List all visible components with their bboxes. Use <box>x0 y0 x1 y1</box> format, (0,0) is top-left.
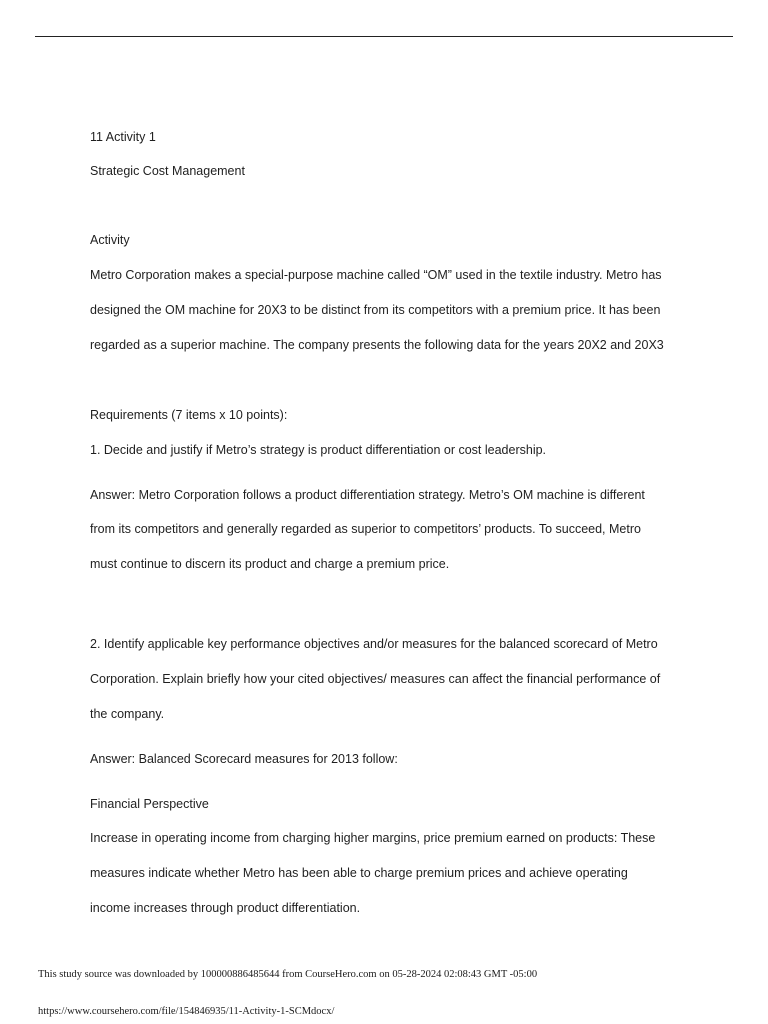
requirements-heading: Requirements (7 items x 10 points): <box>90 408 288 422</box>
financial-perspective-line: Increase in operating income from charging higher margins, price premium earned on products: These <box>90 831 656 845</box>
top-divider <box>35 36 733 37</box>
question-2-line: Corporation. Explain briefly how your cited objectives/ measures can affect the financial performance of <box>90 672 661 686</box>
answer-1-line: from its competitors and generally regarded as superior to competitors’ products. To succeed, Metro <box>90 522 641 536</box>
download-source-note: This study source was downloaded by 100000886485644 from CourseHero.com on 05-28-2024 02:08:43 GMT -05:00 <box>38 969 538 980</box>
answer-1-line: Answer: Metro Corporation follows a product differentiation strategy. Metro’s OM machine is different <box>90 488 645 502</box>
answer-2-intro: Answer: Balanced Scorecard measures for 2013 follow: <box>90 752 398 766</box>
financial-perspective-heading: Financial Perspective <box>90 797 209 811</box>
document-title: 11 Activity 1 <box>90 130 156 144</box>
activity-heading: Activity <box>90 233 130 247</box>
question-1: 1. Decide and justify if Metro’s strategy is product differentiation or cost leadership. <box>90 443 547 457</box>
intro-line: Metro Corporation makes a special-purpose machine called “OM” used in the textile industry. Metro has <box>90 268 662 282</box>
financial-perspective-line: income increases through product differentiation. <box>90 901 361 915</box>
answer-1-line: must continue to discern its product and charge a premium price. <box>90 557 450 571</box>
financial-perspective-line: measures indicate whether Metro has been able to charge premium prices and achieve operating <box>90 866 628 880</box>
question-2-line: 2. Identify applicable key performance objectives and/or measures for the balanced scorecard of Metro <box>90 637 658 651</box>
source-url[interactable]: https://www.coursehero.com/file/154846935/11-Activity-1-SCMdocx/ <box>38 1006 335 1017</box>
question-2-line: the company. <box>90 707 165 721</box>
intro-line: designed the OM machine for 20X3 to be distinct from its competitors with a premium price. It has been <box>90 303 661 317</box>
document-subtitle: Strategic Cost Management <box>90 164 245 178</box>
intro-line: regarded as a superior machine. The company presents the following data for the years 20X2 and 20X3 <box>90 338 664 352</box>
